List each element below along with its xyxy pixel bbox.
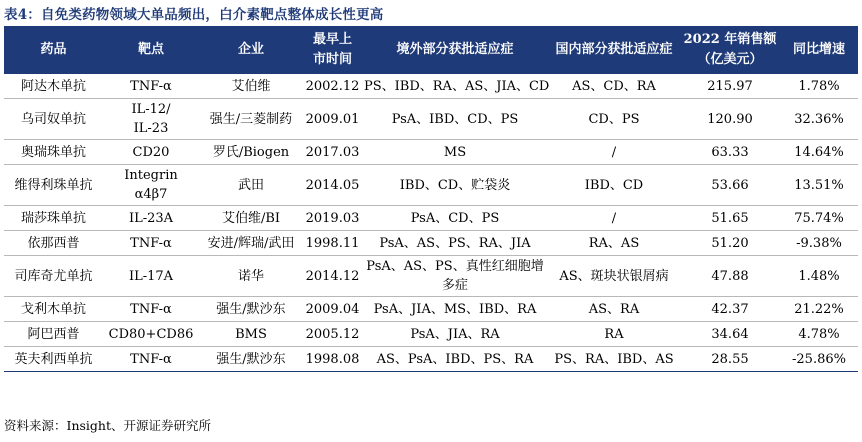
cell-growth: -25.86% [780,347,858,372]
cell-company: 安进/辉瑞/武田 [199,231,303,256]
header-sales-line2: （亿美元） [697,52,763,67]
cell-launch: 1998.08 [303,347,362,372]
cell-sales: 28.55 [680,347,780,372]
cell-launch: 2009.01 [303,99,362,140]
cell-target [103,322,199,347]
cell-drug: 瑞莎珠单抗 [4,206,103,231]
cell-target-line2: IL-23 [133,121,169,136]
cell-domestic: CD、PS [548,99,680,140]
cell-domestic: AS、CD、RA [548,74,680,99]
table-row [4,206,858,231]
cell-sales: 34.64 [680,322,780,347]
header-company: 企业 [199,26,303,74]
cell-drug: 维得利珠单抗 [4,165,103,206]
cell-launch: 2017.03 [303,140,362,165]
cell-target-line1: TNF-α [130,351,172,367]
cell-sales: 51.65 [680,206,780,231]
cell-target-line1: TNF-α [130,235,172,251]
cell-overseas-line1: AS、PsA、IBD、PS、RA [376,351,534,367]
header-launch-line1: 最早上 [312,32,352,47]
cell-overseas [362,231,548,256]
cell-company: 强生/默沙东 [199,347,303,372]
cell-domestic: PS、RA、IBD、AS [548,347,680,372]
cell-overseas [362,297,548,322]
cell-company: 艾伯维/BI [199,206,303,231]
cell-target [103,74,199,99]
header-sales [680,26,780,74]
table-row [4,347,858,372]
cell-overseas [362,322,548,347]
cell-sales: 120.90 [680,99,780,140]
header-row [4,26,858,74]
cell-sales: 51.20 [680,231,780,256]
cell-growth: 21.22% [780,297,858,322]
cell-growth: 1.48% [780,256,858,297]
cell-growth: 4.78% [780,322,858,347]
cell-drug: 英夫利西单抗 [4,347,103,372]
cell-drug: 戈利木单抗 [4,297,103,322]
cell-company: 艾伯维 [199,74,303,99]
cell-growth: 14.64% [780,140,858,165]
cell-drug: 阿达木单抗 [4,74,103,99]
cell-overseas [362,256,548,297]
table-row [4,140,858,165]
cell-overseas [362,140,548,165]
cell-drug: 司库奇尤单抗 [4,256,103,297]
cell-target-line1: IL-12/ [131,102,171,117]
table-row [4,322,858,347]
cell-target [103,347,199,372]
cell-launch: 2005.12 [303,322,362,347]
cell-domestic: AS、斑块状银屑病 [548,256,680,297]
cell-company: 强生/三菱制药 [199,99,303,140]
header-sales-line1: 2022 年销售额 [683,32,777,47]
cell-target-line1: Integrin [124,168,178,183]
cell-overseas [362,347,548,372]
cell-target-line1: IL-17A [128,268,174,284]
cell-overseas-line2: 多症 [441,278,468,293]
cell-sales: 215.97 [680,74,780,99]
table-row [4,231,858,256]
cell-growth: 1.78% [780,74,858,99]
cell-company: 强生/默沙东 [199,297,303,322]
cell-target [103,99,199,140]
cell-launch: 2014.12 [303,256,362,297]
cell-launch: 2014.05 [303,165,362,206]
cell-domestic: IBD、CD [548,165,680,206]
cell-target [103,231,199,256]
cell-overseas-line1: PsA、JIA、MS、IBD、RA [373,301,537,317]
cell-target [103,140,199,165]
cell-overseas [362,165,548,206]
cell-launch: 2009.04 [303,297,362,322]
cell-target [103,256,199,297]
cell-company: BMS [199,322,303,347]
drug-table [4,26,858,372]
cell-growth: -9.38% [780,231,858,256]
header-domestic: 国内部分获批适应症 [548,26,680,74]
table-row [4,297,858,322]
cell-target-line1: CD80+CD86 [108,326,194,342]
cell-target-line1: CD20 [132,144,170,160]
header-drug: 药品 [4,26,103,74]
cell-launch: 1998.11 [303,231,362,256]
cell-sales: 42.37 [680,297,780,322]
cell-target [103,297,199,322]
table-row [4,99,858,140]
cell-overseas-line1: PsA、CD、PS [410,210,500,226]
cell-overseas-line1: PsA、IBD、CD、PS [391,111,519,127]
header-launch [303,26,362,74]
cell-domestic: AS、RA [548,297,680,322]
cell-sales: 47.88 [680,256,780,297]
table-title: 表4：自免类药物领域大单品频出，白介素靶点整体成长性更高 [4,7,384,23]
cell-domestic: / [548,140,680,165]
cell-target-line1: IL-23A [128,210,174,226]
cell-overseas [362,99,548,140]
cell-launch: 2002.12 [303,74,362,99]
cell-domestic: RA [548,322,680,347]
table-row [4,256,858,297]
cell-target-line2: α4β7 [134,187,168,202]
header-overseas: 境外部分获批适应症 [362,26,548,74]
cell-drug: 阿巴西普 [4,322,103,347]
cell-overseas [362,206,548,231]
cell-drug: 依那西普 [4,231,103,256]
cell-overseas-line1: PsA、JIA、RA [410,326,500,342]
cell-target [103,165,199,206]
cell-growth: 32.36% [780,99,858,140]
cell-growth: 13.51% [780,165,858,206]
cell-domestic: / [548,206,680,231]
cell-drug: 乌司奴单抗 [4,99,103,140]
cell-overseas [362,74,548,99]
table-body [4,74,858,372]
cell-overseas-line1: PsA、AS、PS、RA、JIA [379,235,531,251]
cell-sales: 53.66 [680,165,780,206]
cell-launch: 2019.03 [303,206,362,231]
cell-target-line1: TNF-α [130,301,172,317]
cell-domestic: RA、AS [548,231,680,256]
cell-company: 罗氏/Biogen [199,140,303,165]
header-target: 靶点 [103,26,199,74]
source-note: 资料来源：Insight、开源证券研究所 [4,418,211,433]
cell-company: 武田 [199,165,303,206]
table-row [4,74,858,99]
cell-overseas-line1: IBD、CD、贮袋炎 [399,177,511,193]
cell-company: 诺华 [199,256,303,297]
table-row [4,165,858,206]
header-growth: 同比增速 [780,26,858,74]
cell-growth: 75.74% [780,206,858,231]
cell-overseas-line1: MS [443,144,467,160]
cell-target [103,206,199,231]
cell-sales: 63.33 [680,140,780,165]
cell-overseas-line1: PS、IBD、RA、AS、JIA、CD [364,78,550,94]
cell-overseas-line1: PsA、AS、PS、真性红细胞增 [366,259,544,274]
cell-target-line1: TNF-α [130,78,172,94]
cell-drug: 奥瑞珠单抗 [4,140,103,165]
header-launch-line2: 市时间 [312,52,352,67]
